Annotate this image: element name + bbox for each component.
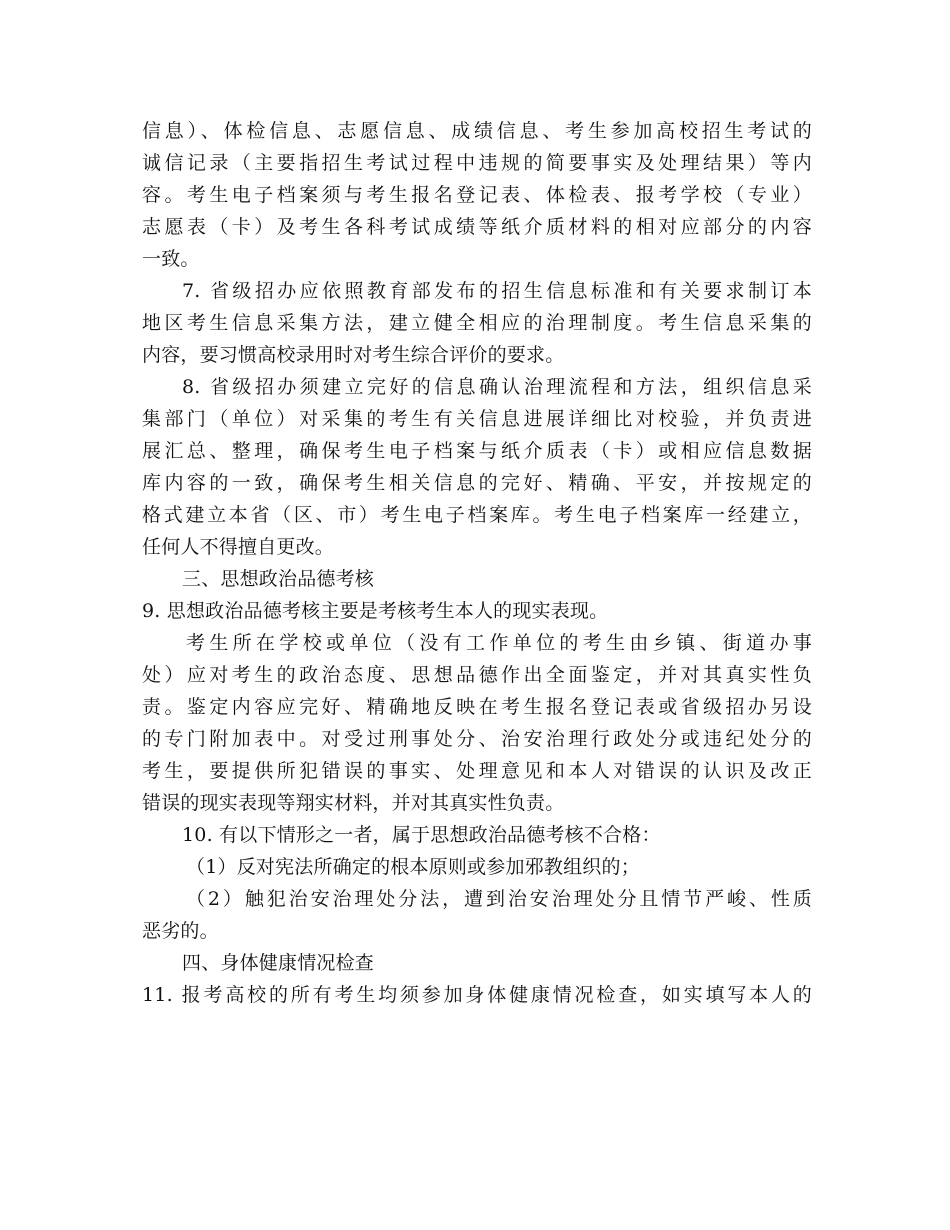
paragraph-line: 考生，要提供所犯错误的事实、处理意见和本人对错误的认识及改正: [142, 760, 812, 782]
paragraph-line: 7. 省级招办应依照教育部发布的招生信息标准和有关要求制订本: [182, 280, 812, 302]
list-item: （1）反对宪法所确定的根本原则或参加邪教组织的；: [186, 856, 640, 878]
paragraph-line: 任何人不得擅自更改。: [142, 536, 335, 558]
paragraph-line: 格式建立本省（区、市）考生电子档案库。考生电子档案库一经建立，: [142, 504, 812, 526]
paragraph-line: 处）应对考生的政治态度、思想品德作出全面鉴定，并对其真实性负: [142, 664, 812, 686]
paragraph-line: 错误的现实表现等翔实材料，并对其真实性负责。: [142, 792, 565, 814]
section-heading: 三、思想政治品德考核: [182, 568, 375, 590]
paragraph-line: 诚信记录（主要指招生考试过程中违规的简要事实及处理结果）等内: [142, 152, 812, 174]
paragraph-line: 一致。: [142, 248, 200, 270]
section-heading: 四、身体健康情况检查: [182, 952, 375, 974]
paragraph-line: 库内容的一致，确保考生相关信息的完好、精确、平安，并按规定的: [142, 472, 812, 494]
paragraph-line: 责。鉴定内容应完好、精确地反映在考生报名登记表或省级招办另设: [142, 696, 812, 718]
paragraph-line: 展汇总、整理，确保考生电子档案与纸介质表（卡）或相应信息数据: [142, 440, 812, 462]
paragraph-line: 9. 思想政治品德考核主要是考核考生本人的现实表现。: [142, 600, 609, 622]
paragraph-line: 11. 报考高校的所有考生均须参加身体健康情况检查，如实填写本人的: [142, 984, 812, 1006]
paragraph-line: 地区考生信息采集方法，建立健全相应的治理制度。考生信息采集的: [142, 312, 812, 334]
paragraph-line: 的专门附加表中。对受过刑事处分、治安治理行政处分或违纪处分的: [142, 728, 812, 750]
paragraph-line: 恶劣的。: [142, 920, 219, 942]
paragraph-line: 信息）、体检信息、志愿信息、成绩信息、考生参加高校招生考试的: [142, 120, 812, 142]
paragraph-line: 8. 省级招办须建立完好的信息确认治理流程和方法，组织信息采: [182, 376, 812, 398]
paragraph-line: 集部门（单位）对采集的考生有关信息进展详细比对校验，并负责进: [142, 408, 812, 430]
paragraph-line: 内容，要习惯高校录用时对考生综合评价的要求。: [142, 344, 565, 366]
paragraph-line: 志愿表（卡）及考生各科考试成绩等纸介质材料的相对应部分的内容: [142, 216, 812, 238]
paragraph-line: 考生所在学校或单位（没有工作单位的考生由乡镇、街道办事: [186, 632, 812, 654]
document-body: [142, 115, 812, 1011]
paragraph-line: 容。考生电子档案须与考生报名登记表、体检表、报考学校（专业）: [142, 184, 812, 206]
list-item: （2）触犯治安治理处分法，遭到治安治理处分且情节严峻、性质: [186, 888, 812, 910]
paragraph-line: 10. 有以下情形之一者，属于思想政治品德考核不合格：: [182, 824, 661, 846]
